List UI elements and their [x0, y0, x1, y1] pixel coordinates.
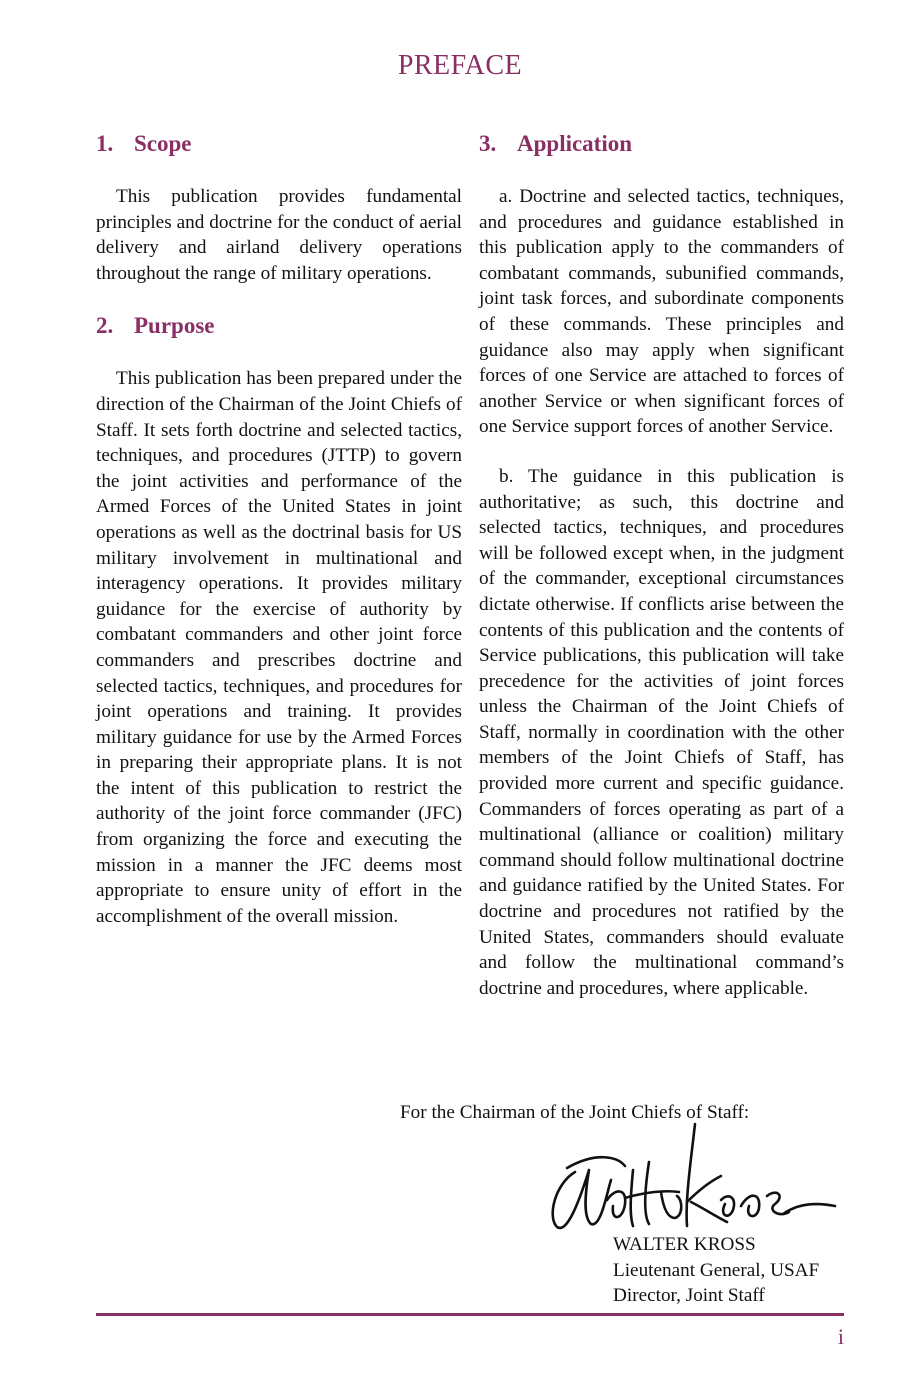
purpose-title: Purpose — [134, 313, 215, 339]
application-paragraph-b: b. The guidance in this publication is authoritative; as such, this doctrine and selected tactics, techniques, and procedures will be followed except when, in the judgment of the commander, exceptional circumstances dictate otherwise. If conflicts arise between the contents of this publication and the contents of Service publications, this publication will take precedence for the activities of joint forces unless the Chairman of the Joint Chiefs of Staff, normally in coordination with the other members of the Joint Chiefs of Staff, has provided more current and specific guidance. Commanders of forces operating as part of a multinational (alliance or coalition) military command should follow multinational doctrine and guidance ratified by the United States. For doctrine and procedures not ratified by the United States, commanders should evaluate and follow the multinational command’s doctrine and procedures, where applicable. — [479, 465, 844, 999]
page-number: i — [837, 1324, 844, 1349]
purpose-number: 2. — [96, 313, 114, 339]
signer-name: WALTER KROSS — [613, 1234, 756, 1255]
signature-image — [545, 1122, 845, 1234]
purpose-paragraph: This publication has been prepared under the direction of the Chairman of the Joint Chiefs of Staff. It sets forth doctrine and selected tactics, techniques, and procedures (JTTP) to govern the joint activities and performance of the Armed Forces of the United States in joint operations as well as the doctrinal basis for US military involvement in multinational and interagency operations. It provides military guidance for the exercise of authority by combatant commanders and other joint force commanders and prescribes doctrine and selected tactics, techniques, and procedures for joint operations and training. It provides military guidance for use by the Armed Forces in preparing their appropriate plans. It is not the intent of this publication to restrict the authority of the joint force commander (JFC) from organizing the force and executing the mission in a manner the JFC deems most appropriate to ensure unity of effort in the accomplishment of the overall mission. — [96, 368, 462, 927]
application-paragraph-a: a. Doctrine and selected tactics, techniques, and procedures and guidance established in this publication apply to the commanders of combatant commands, subunified commands, joint task forces, and subordinate components of these commands. These principles and guidance also may apply when significant forces of one Service are attached to forces of another Service or when significant forces of one Service support forces of another Service. — [479, 186, 844, 438]
purpose-heading — [96, 310, 462, 342]
right-column — [479, 128, 844, 1001]
signer-position: Director, Joint Staff — [613, 1285, 765, 1306]
scope-title: Scope — [134, 131, 192, 156]
application-number: 3. — [479, 131, 497, 156]
page-title: PREFACE — [397, 50, 523, 81]
signer-rank: Lieutenant General, USAF — [613, 1259, 820, 1281]
scope-paragraph: This publication provides fundamental principles and doctrine for the conduct of aerial delivery and airland delivery operations throughout the range of military operations. — [96, 186, 462, 284]
scope-number: 1. — [96, 131, 114, 156]
footer-rule — [96, 1313, 844, 1316]
signature-block — [613, 1232, 819, 1309]
application-title: Application — [517, 131, 633, 156]
closing-line: For the Chairman of the Joint Chiefs of Staff: — [400, 1102, 750, 1123]
application-heading — [479, 128, 844, 160]
scope-heading — [96, 128, 462, 160]
left-column — [96, 128, 462, 929]
